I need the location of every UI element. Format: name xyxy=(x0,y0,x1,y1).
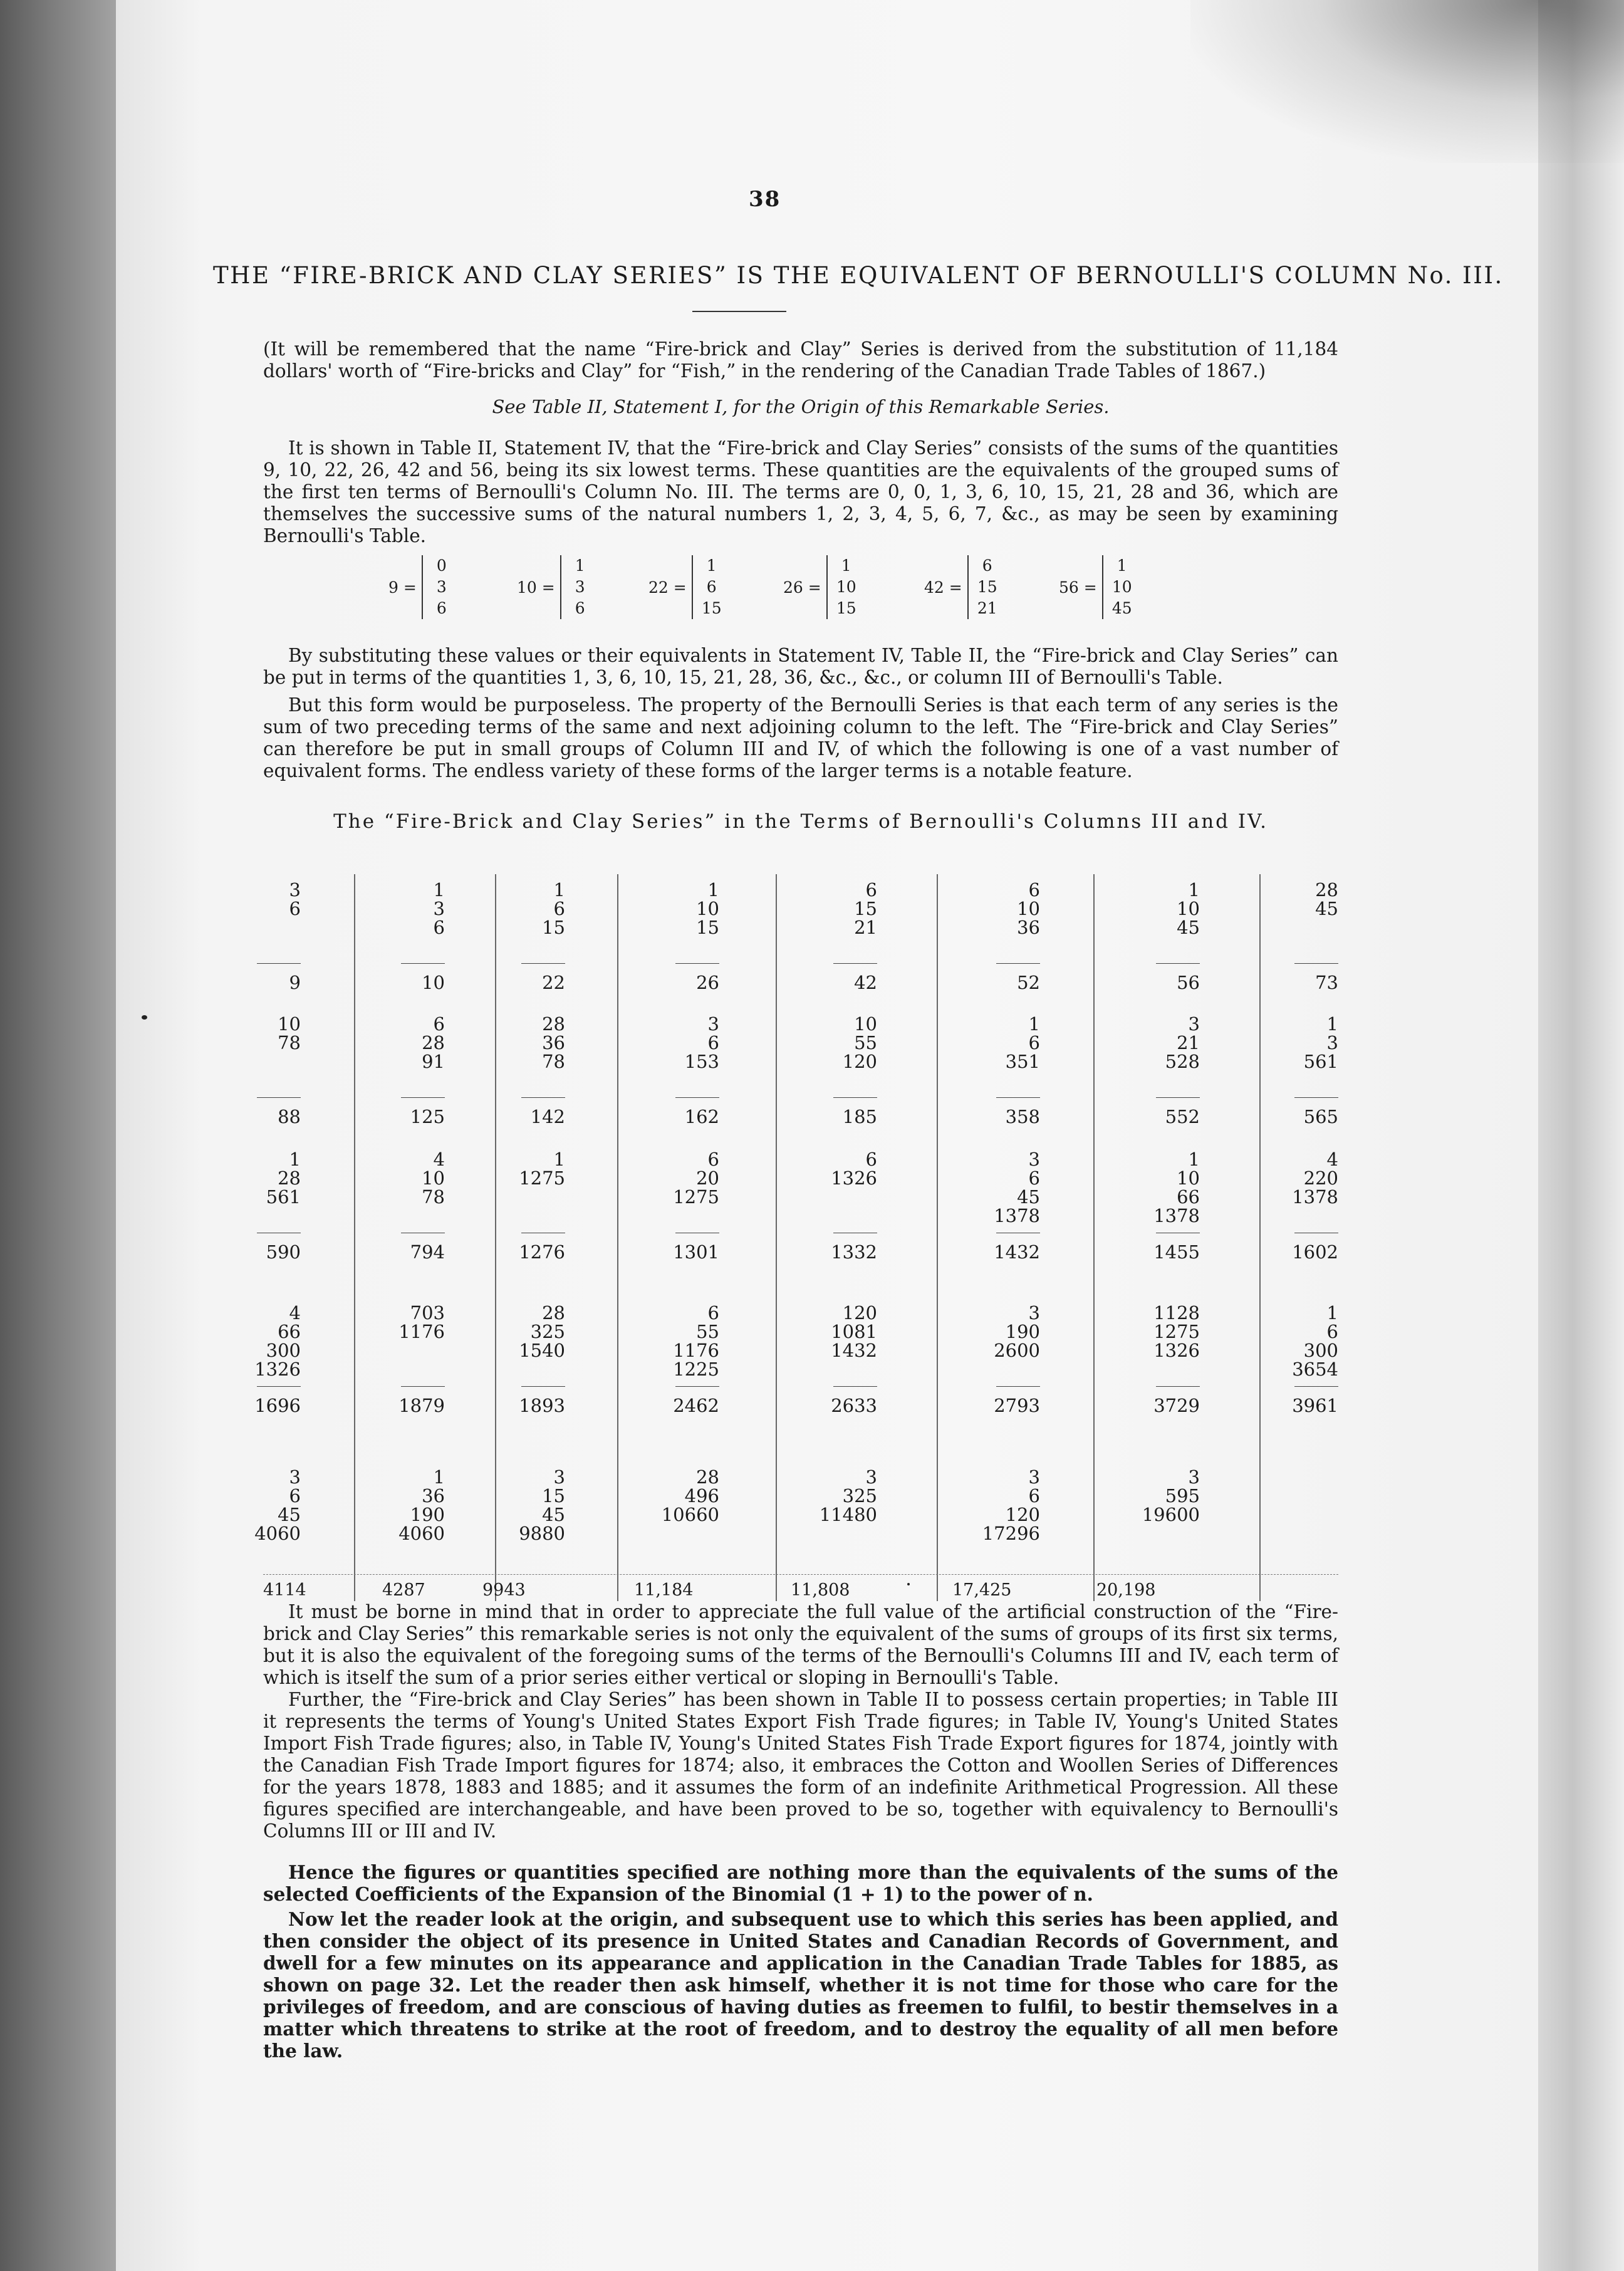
table-sum: 73 xyxy=(1315,972,1338,993)
table-term: 6 xyxy=(1028,879,1040,901)
table-term: 36 xyxy=(542,1032,565,1053)
paragraph-3: But this form would be purposeless. The property of the Bernoulli Series is that each term of any series is the sum of two preceding terms of the same and next adjoining column to the left. The “Fire-brick and Clay Series” can therefore be put in small groups of Column III and IV, of which the following is one of a vast number of equivalent forms. The endless variety of these forms of the larger terms is a notable feature. xyxy=(263,694,1338,781)
table-term: 4 xyxy=(1326,1149,1338,1170)
table-term: 6 xyxy=(289,898,301,919)
intro-paragraph: (It will be remembered that the name “Fire-brick and Clay” Series is derived from the substitution of 11,184 dollars' worth of “Fire-bricks and Clay” for “Fish,” in the rendering of the Canadian Trade Tables of 1867.) xyxy=(263,338,1338,382)
table-term: 561 xyxy=(266,1186,301,1208)
table-sum: 88 xyxy=(278,1106,301,1127)
column-divider xyxy=(1259,874,1261,1601)
table-sum: 794 xyxy=(410,1241,445,1263)
table-term: 1225 xyxy=(673,1359,719,1380)
table-sum: 3729 xyxy=(1153,1395,1200,1416)
brace-value: 15 xyxy=(977,578,997,596)
table-term: 4060 xyxy=(398,1523,445,1544)
table-term: 78 xyxy=(278,1032,301,1053)
column-divider xyxy=(776,874,777,1601)
paragraph-1: It is shown in Table II, Statement IV, that the “Fire-brick and Clay Series” consists of the sums of the quantities 9, 10, 22, 26, 42 and 56, being its six lowest terms. These quantities are the equivalents of the grouped sums of the first ten terms of Bernoulli's Column No. III. The terms are 0, 0, 1, 3, 6, 10, 15, 21, 28 and 36, which are themselves the successive sums of the natural numbers 1, 2, 3, 4, 5, 6, 7, &c., as may be seen by examining Bernoulli's Table. xyxy=(263,437,1338,546)
scan-left-margin xyxy=(0,0,116,2271)
table-term: 15 xyxy=(854,898,877,919)
table-term: 1 xyxy=(553,1149,565,1170)
table-term: 351 xyxy=(1005,1051,1040,1072)
table-term: 1176 xyxy=(398,1321,445,1342)
table-term: 78 xyxy=(542,1051,565,1072)
table-term: 6 xyxy=(1326,1321,1338,1342)
sum-rule xyxy=(1294,1097,1338,1098)
brace-values xyxy=(1102,555,1135,619)
table-term: 21 xyxy=(1177,1032,1200,1053)
paragraph-4: It must be borne in mind that in order to appreciate the full value of the artificial construction of the “Fire-brick and Clay Series” this remarkable series is not only the equivalent of the sums of groups of its first six terms, but it is also the equivalent of the foregoing sums of the terms of the Bernoulli's Columns III and IV, each term of which is itself the sum of a prior series either vertical or sloping in Bernoulli's Table. xyxy=(263,1601,1338,1688)
table-term: 3 xyxy=(1028,1466,1040,1488)
brace-label: 26 = xyxy=(783,578,821,597)
table-term: 3 xyxy=(1028,1302,1040,1323)
sum-rule xyxy=(1294,1386,1338,1387)
scan-speck xyxy=(142,1015,147,1020)
brace-value: 6 xyxy=(436,599,447,617)
table-term: 6 xyxy=(865,1149,877,1170)
table-term: 6 xyxy=(1028,1167,1040,1189)
table-term: 10 xyxy=(696,898,719,919)
table-sum: 1301 xyxy=(673,1241,719,1263)
table-term: 11480 xyxy=(819,1504,877,1525)
table-term: 3654 xyxy=(1292,1359,1338,1380)
brace-group xyxy=(783,555,859,619)
brace-group xyxy=(517,555,593,619)
table-term: 36 xyxy=(422,1485,445,1506)
table-total: 4287 xyxy=(382,1580,425,1600)
brace-values xyxy=(826,555,859,619)
table-term: 6 xyxy=(865,879,877,901)
table-term: 78 xyxy=(422,1186,445,1208)
table-total: 11,808 xyxy=(791,1580,850,1600)
table-title: The “Fire-Brick and Clay Series” in the Terms of Bernoulli's Columns III and IV. xyxy=(333,810,1268,833)
scan-shadow xyxy=(1190,0,1624,163)
title-divider xyxy=(692,311,786,312)
table-term: 561 xyxy=(1303,1051,1338,1072)
brace-group xyxy=(648,555,724,619)
table-term: 28 xyxy=(278,1167,301,1189)
table-term: 3 xyxy=(1188,1466,1200,1488)
table-term: 1 xyxy=(707,879,719,901)
brace-value: 1 xyxy=(841,556,851,575)
table-term: 1275 xyxy=(673,1186,719,1208)
table-term: 6 xyxy=(289,1485,301,1506)
table-term: 190 xyxy=(410,1504,445,1525)
paragraph-6: Hence the figures or quantities specified are nothing more than the equivalents of the sums of the selected Coefficients of the Expansion of the Binomial (1 + 1) to the power of n. xyxy=(263,1861,1338,1905)
brace-values xyxy=(692,555,724,619)
brace-values xyxy=(967,555,1000,619)
brace-group xyxy=(388,555,454,619)
brace-label: 22 = xyxy=(648,578,687,597)
table-term: 28 xyxy=(542,1013,565,1035)
table-term: 325 xyxy=(530,1321,565,1342)
column-divider xyxy=(937,874,938,1601)
table-term: 55 xyxy=(854,1032,877,1053)
table-sum: 1332 xyxy=(831,1241,877,1263)
table-term: 6 xyxy=(433,917,445,938)
column-divider xyxy=(495,874,496,1601)
table-term: 66 xyxy=(278,1321,301,1342)
brace-values xyxy=(560,555,593,619)
table-term: 3 xyxy=(433,898,445,919)
page-title: THE “FIRE-BRICK AND CLAY SERIES” IS THE EQUIVALENT OF BERNOULLI'S COLUMN No. III. xyxy=(213,262,1504,289)
table-sum: 358 xyxy=(1005,1106,1040,1127)
table-term: 300 xyxy=(1303,1340,1338,1361)
sum-rule xyxy=(1294,963,1338,964)
table-sum: 1602 xyxy=(1292,1241,1338,1263)
brace-value: 10 xyxy=(1111,578,1132,596)
table-term: 20 xyxy=(696,1167,719,1189)
table-term: 66 xyxy=(1177,1186,1200,1208)
table-term: 1081 xyxy=(831,1321,877,1342)
table-sum: 552 xyxy=(1165,1106,1200,1127)
table-term: 45 xyxy=(278,1504,301,1525)
table-term: 3 xyxy=(865,1466,877,1488)
table-term: 1275 xyxy=(1153,1321,1200,1342)
brace-value: 45 xyxy=(1111,599,1132,617)
table-term: 3 xyxy=(289,1466,301,1488)
brace-value: 15 xyxy=(836,599,856,617)
brace-label: 56 = xyxy=(1059,578,1097,597)
table-term: 1 xyxy=(433,1466,445,1488)
table-term: 1128 xyxy=(1153,1302,1200,1323)
table-term: 3 xyxy=(553,1466,565,1488)
table-term: 6 xyxy=(553,898,565,919)
table-term: 36 xyxy=(1017,917,1040,938)
brace-label: 10 = xyxy=(517,578,555,597)
paragraph-2: By substituting these values or their equivalents in Statement IV, Table II, the “Fire-brick and Clay Series” can be put in terms of the quantities 1, 3, 6, 10, 15, 21, 28, 36, &c., &c., or column III of Bernoulli's Table. xyxy=(263,645,1338,688)
table-sum: 52 xyxy=(1017,972,1040,993)
table-term: 6 xyxy=(707,1302,719,1323)
brace-value: 1 xyxy=(706,556,717,575)
table-total: 17,425 xyxy=(952,1580,1012,1600)
table-term: 220 xyxy=(1303,1167,1338,1189)
table-term: 1326 xyxy=(254,1359,301,1380)
table-term: 3 xyxy=(707,1013,719,1035)
table-term: 1326 xyxy=(831,1167,877,1189)
table-term: 153 xyxy=(684,1051,719,1072)
column-divider xyxy=(1093,874,1095,1601)
brace-value: 3 xyxy=(436,578,447,596)
brace-value: 0 xyxy=(436,556,447,575)
totals-rule xyxy=(263,1574,1338,1575)
table-column xyxy=(263,874,1338,1601)
table-term: 45 xyxy=(1177,917,1200,938)
table-term: 1378 xyxy=(1153,1205,1200,1226)
table-term: 10 xyxy=(422,1167,445,1189)
brace-label: 9 = xyxy=(388,578,417,597)
table-total: 4114 xyxy=(263,1580,306,1600)
table-total: 9943 xyxy=(482,1580,526,1600)
table-term: 595 xyxy=(1165,1485,1200,1506)
table-term: 19600 xyxy=(1142,1504,1200,1525)
brace-value: 6 xyxy=(706,578,717,596)
table-term: 10660 xyxy=(661,1504,719,1525)
brace-group xyxy=(1059,555,1135,619)
table-sum: 10 xyxy=(422,972,445,993)
table-term: 55 xyxy=(696,1321,719,1342)
brace-value: 21 xyxy=(977,599,997,617)
brace-value: 6 xyxy=(982,556,992,575)
table-sum: 26 xyxy=(696,972,719,993)
brace-value: 1 xyxy=(575,556,585,575)
table-term: 1275 xyxy=(519,1167,565,1189)
page-number: 38 xyxy=(749,187,781,212)
table-term: 15 xyxy=(542,917,565,938)
table-term: 3 xyxy=(1326,1032,1338,1053)
column-divider xyxy=(354,874,355,1601)
table-total: 11,184 xyxy=(634,1580,694,1600)
brace-values xyxy=(422,555,454,619)
table-term: 1378 xyxy=(994,1205,1040,1226)
table-term: 2600 xyxy=(994,1340,1040,1361)
table-term: 1 xyxy=(1188,1149,1200,1170)
table-sum: 565 xyxy=(1303,1106,1338,1127)
table-sum: 1696 xyxy=(254,1395,301,1416)
table-term: 1 xyxy=(1326,1302,1338,1323)
brace-value: 3 xyxy=(575,578,585,596)
table-term: 528 xyxy=(1165,1051,1200,1072)
table-term: 1 xyxy=(553,879,565,901)
table-term: 1 xyxy=(1326,1013,1338,1035)
table-sum: 3961 xyxy=(1292,1395,1338,1416)
table-term: 1540 xyxy=(519,1340,565,1361)
table-term: 1176 xyxy=(673,1340,719,1361)
table-term: 1378 xyxy=(1292,1186,1338,1208)
table-term: 15 xyxy=(542,1485,565,1506)
paragraph-5: Further, the “Fire-brick and Clay Series” has been shown in Table II to possess certain properties; in Table III it represents the terms of Young's United States Export Fish Trade figures; in Table IV, Young's United States Import Fish Trade figures; also, in Table IV, Young's United States Fish Trade Export figures for 1874, jointly with the Canadian Fish Trade Import figures for 1874; also, it embraces the Cotton and Woollen Series of Differences for the years 1878, 1883 and 1885; and it assumes the form of an indefinite Arithmetical Progression. All these figures specified are interchangeable, and have been proved to be so, together with equivalency to Bernoulli's Columns III or III and IV. xyxy=(263,1689,1338,1842)
table-term: 1 xyxy=(1188,879,1200,901)
table-term: 91 xyxy=(422,1051,445,1072)
table-term: 15 xyxy=(696,917,719,938)
table-total: 20,198 xyxy=(1096,1580,1156,1600)
scan-speck xyxy=(907,1583,910,1585)
brace-group xyxy=(924,555,1000,619)
table-term: 10 xyxy=(1017,898,1040,919)
table-sum: 185 xyxy=(842,1106,877,1127)
table-term: 703 xyxy=(410,1302,445,1323)
table-term: 300 xyxy=(266,1340,301,1361)
table-sum: 2633 xyxy=(831,1395,877,1416)
table-term: 1 xyxy=(433,879,445,901)
table-reference: See Table II, Statement I, for the Origin of this Remarkable Series. xyxy=(492,396,1110,417)
table-term: 9880 xyxy=(519,1523,565,1544)
table-term: 6 xyxy=(707,1149,719,1170)
table-term: 10 xyxy=(854,1013,877,1035)
table-term: 10 xyxy=(1177,898,1200,919)
table-sum: 162 xyxy=(684,1106,719,1127)
table-sum: 590 xyxy=(266,1241,301,1263)
table-term: 6 xyxy=(433,1013,445,1035)
table-term: 45 xyxy=(1017,1186,1040,1208)
table-term: 4 xyxy=(433,1149,445,1170)
table-term: 3 xyxy=(1188,1013,1200,1035)
table-term: 10 xyxy=(278,1013,301,1035)
table-sum: 1276 xyxy=(519,1241,565,1263)
table-term: 1432 xyxy=(831,1340,877,1361)
table-sum: 42 xyxy=(854,972,877,993)
table-sum: 9 xyxy=(289,972,301,993)
table-term: 4060 xyxy=(254,1523,301,1544)
table-term: 120 xyxy=(1005,1504,1040,1525)
table-sum: 125 xyxy=(410,1106,445,1127)
table-term: 1 xyxy=(289,1149,301,1170)
table-term: 1326 xyxy=(1153,1340,1200,1361)
table-sum: 1879 xyxy=(398,1395,445,1416)
table-term: 6 xyxy=(1028,1032,1040,1053)
table-sum: 22 xyxy=(542,972,565,993)
table-term: 496 xyxy=(684,1485,719,1506)
brace-value: 10 xyxy=(836,578,856,596)
table-term: 45 xyxy=(1315,898,1338,919)
table-term: 28 xyxy=(542,1302,565,1323)
brace-value: 6 xyxy=(575,599,585,617)
table-sum: 56 xyxy=(1177,972,1200,993)
table-term: 1 xyxy=(1028,1013,1040,1035)
column-divider xyxy=(617,874,618,1601)
table-sum: 1455 xyxy=(1153,1241,1200,1263)
table-term: 28 xyxy=(1315,879,1338,901)
table-term: 6 xyxy=(707,1032,719,1053)
brace-value: 1 xyxy=(1116,556,1127,575)
table-sum: 142 xyxy=(530,1106,565,1127)
table-term: 3 xyxy=(1028,1149,1040,1170)
table-term: 28 xyxy=(422,1032,445,1053)
table-term: 10 xyxy=(1177,1167,1200,1189)
scan-right-margin xyxy=(1538,0,1624,2271)
brace-label: 42 = xyxy=(924,578,962,597)
table-term: 21 xyxy=(854,917,877,938)
table-term: 28 xyxy=(696,1466,719,1488)
table-term: 325 xyxy=(842,1485,877,1506)
table-term: 17296 xyxy=(982,1523,1040,1544)
table-term: 190 xyxy=(1005,1321,1040,1342)
table-sum: 2793 xyxy=(994,1395,1040,1416)
bernoulli-table xyxy=(254,874,1338,1601)
table-sum: 1893 xyxy=(519,1395,565,1416)
table-term: 6 xyxy=(1028,1485,1040,1506)
brace-value: 15 xyxy=(701,599,722,617)
paragraph-7: Now let the reader look at the origin, and subsequent use to which this series has been applied, and then consider the object of its presence in United States and Canadian Records of Government, and dwell for a few minutes on its appearance and application in the Canadian Trade Tables for 1885, as shown on page 32. Let the reader then ask himself, whether it is not time for those who care for the privileges of freedom, and are conscious of having duties as freemen to fulfil, to bestir themselves in a matter which threatens to strike at the root of freedom, and to destroy the equality of all men before the law. xyxy=(263,1908,1338,2062)
table-term: 3 xyxy=(289,879,301,901)
table-term: 45 xyxy=(542,1504,565,1525)
table-term: 4 xyxy=(289,1302,301,1323)
table-sum: 2462 xyxy=(673,1395,719,1416)
table-sum: 1432 xyxy=(994,1241,1040,1263)
table-term: 120 xyxy=(842,1051,877,1072)
table-term: 120 xyxy=(842,1302,877,1323)
